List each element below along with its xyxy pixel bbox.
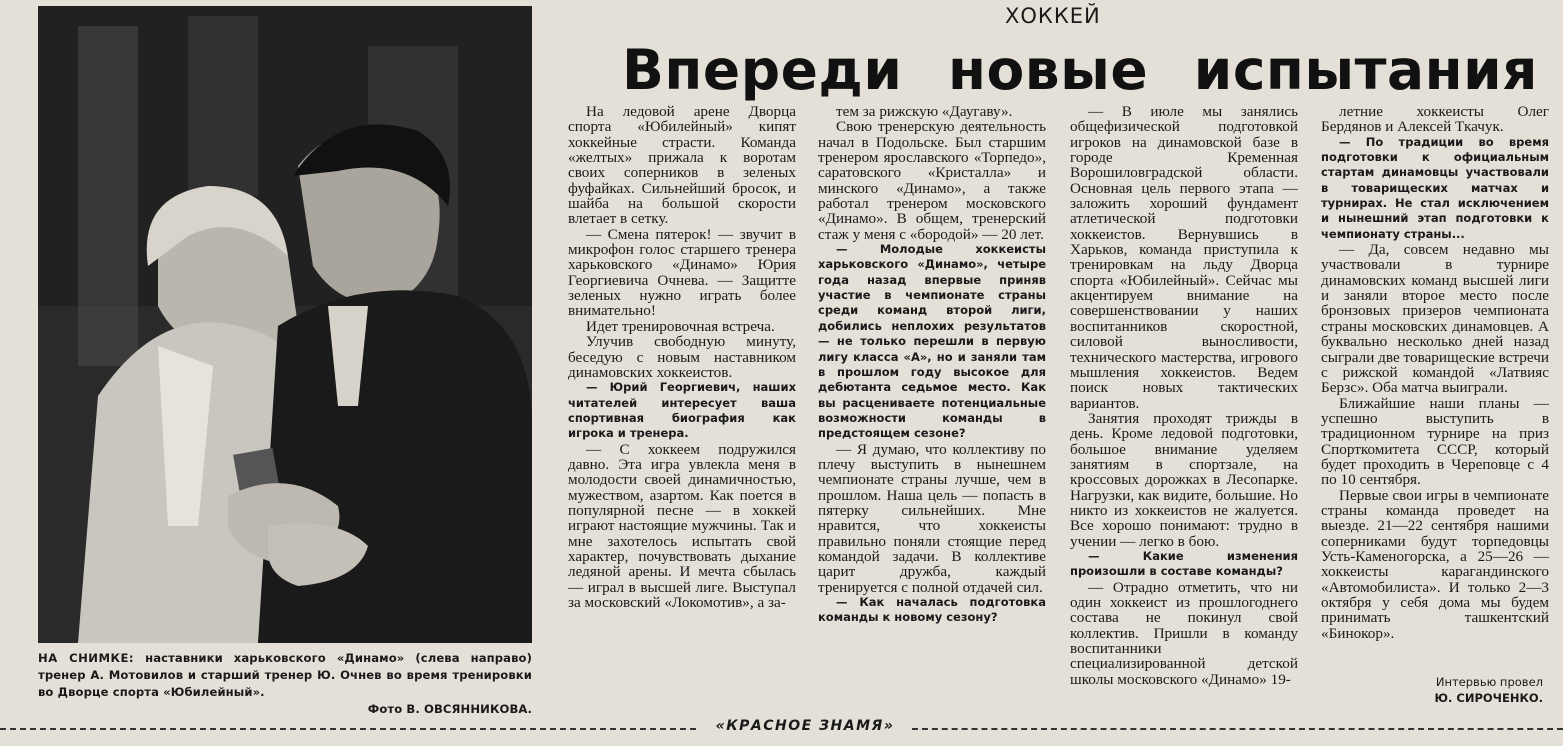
newspaper-name: «КРАСНОЕ ЗНАМЯ» [715, 718, 895, 734]
footer-rule-right [912, 728, 1563, 730]
byline-label: Интервью провел [1435, 675, 1543, 689]
photo-illustration [38, 6, 532, 643]
paragraph: — Я думаю, что коллективу по плечу выступить в нынешнем чемпионате страны лучше, чем в прошлом. Наша цель — попасть в пятерку сильнейших. Мне нравится, что хоккеисты правильно поняли стоящие перед командой задачи. В коллективе царит дружба, каждый тренируется с полной отдачей сил. [818, 440, 1046, 596]
caption-lead: НА СНИМКЕ: [38, 651, 135, 665]
rubric: ХОККЕЙ [1005, 4, 1101, 28]
paragraph: Улучив свободную минуту, беседую с новым наставником динамовских хоккеистов. [568, 333, 796, 381]
paragraph: — Да, совсем недавно мы участвовали в турнире динамовских команд высшей лиги и заняли второе место после бронзовых призеров чемпионата страны московских динамовцев. А буквально несколько дней назад сыграли две товарищеские встречи с рижской командой «Латвияс Берзс». Оба матча выиграли. [1321, 241, 1549, 397]
paragraph: Первые свои игры в чемпионате страны команда проведет на выезде. 21—22 сентября нашими соперниками будут торпедовцы Усть-Каменогорска, а 25—26 — хоккеисты карагандинского «Автомобилиста». И только 2—3 октября у себя дома мы будем принимать ташкентский «Бинокор». [1321, 486, 1549, 642]
article-column-4 [1321, 104, 1549, 641]
question-paragraph: — Как началась подготовка команды к новому сезону? [818, 595, 1046, 625]
question-paragraph: — Молодые хоккеисты харьковского «Динамо», четыре года назад впервые приняв участие в чемпионате страны среди команд второй лиги, добились неплохих результатов — не только перешли в первую лигу класса «А», но и заняли там в прошлом году высокое для дебютанта седьмое место. Как вы расцениваете потенциальные возможности команды в предстоящем сезоне? [818, 242, 1046, 441]
article-column-3 [1070, 104, 1298, 687]
photo [38, 6, 532, 643]
question-paragraph: — Юрий Георгиевич, наших читателей интересует ваша спортивная биография как игрока и тренера. [568, 380, 796, 441]
paragraph: — В июле мы занялись общефизической подготовкой игроков на динамовской базе в городе Кременная Ворошиловградской области. Основная цель первого этапа — заложить хороший фундамент атлетической подготовки хоккеистов. Вернувшись в Харьков, команда приступила к тренировкам на льду Дворца спорта «Юбилейный». Сейчас мы акцентируем внимание на совершенствовании у наших воспитанников скоростной, силовой выносливости, технического мастерства, игрового мышления хоккеистов. Ведем поиск новых тактических вариантов. [1070, 103, 1298, 412]
paragraph: Ближайшие наши планы — успешно выступить в традиционном турнире на приз Спорткомитета СССР, который будет проходить в Череповце с 4 по 10 сентября. [1321, 394, 1549, 489]
caption-text: наставники харьковского «Динамо» (слева направо) тренер А. Мотовилов и старший тренер Ю. Очнев во время тренировки во Дворце спорта «Юбилейный». [38, 651, 533, 699]
paragraph: На ледовой арене Дворца спорта «Юбилейный» кипят хоккейные страсти. Команда «желтых» прижала к воротам своих соперников в зеленых фуфайках. Сильнейший бросок, и шайба на большой скорости влетает в сетку. [568, 103, 796, 228]
byline-author: Ю. СИРОЧЕНКО. [1434, 691, 1543, 705]
paragraph: — Смена пятерок! — звучит в микрофон голос старшего тренера харьковского «Динамо» Юрия Георгиевича Очнева. — Защитте зеленых нужно играть более внимательно! [568, 225, 796, 320]
paragraph: — Отрадно отметить, что ни один хоккеист из прошлогоднего состава не покинул свой коллектив. Пришли в команду воспитанники специализированной детской школы московского «Динамо» 19- [1070, 578, 1298, 688]
question-paragraph: — По традиции во время подготовки к официальным стартам динамовцы участвовали в товарищеских матчах и турнирах. Не стал исключением и нынешний этап подготовки к чемпионату страны... [1321, 134, 1549, 241]
byline [1321, 674, 1543, 706]
photo-credit: Фото В. ОВСЯННИКОВА. [367, 702, 532, 716]
paragraph: тем за рижскую «Даугаву». [836, 103, 1013, 120]
paragraph: — С хоккеем подружился давно. Эта игра увлекла меня в молодости своей динамичностью, мужеством, азартом. Как поется в популярной песне — в хоккей играют настоящие мужчины. Так и мне захотелось испытать свой характер, почувствовать дыхание ледяной арены. И мечта сбылась — играл в высшей лиге. Выступал за московский «Локомотив», а за- [568, 440, 796, 611]
footer-rule-left [0, 728, 696, 730]
paragraph: Занятия проходят трижды в день. Кроме ледовой подготовки, большое внимание уделяем занятиям в спортзале, на кроссовых дорожках в Лесопарке. Нагрузки, как видите, большие. Но никто из хоккеистов не жалуется. Все хорошо понимают: трудно в учении — легко в бою. [1070, 409, 1298, 550]
paragraph: Идет тренировочная встреча. [586, 317, 775, 335]
headline: Впереди новые испытания [622, 38, 1538, 102]
photo-caption [38, 650, 532, 718]
question-paragraph: — Какие изменения произошли в составе команды? [1070, 548, 1298, 579]
paragraph: летние хоккеисты Олег Бердянов и Алексей Ткачук. [1321, 103, 1549, 136]
article-column-1 [568, 104, 796, 610]
article-column-2 [818, 104, 1046, 626]
paragraph: Свою тренерскую деятельность начал в Подольске. Был старшим тренером ярославского «Торпедо», саратовского «Кристалла» и минского «Динамо», а также работал тренером московского «Динамо». В общем, тренерский стаж у меня с «бородой» — 20 лет. [818, 118, 1046, 243]
